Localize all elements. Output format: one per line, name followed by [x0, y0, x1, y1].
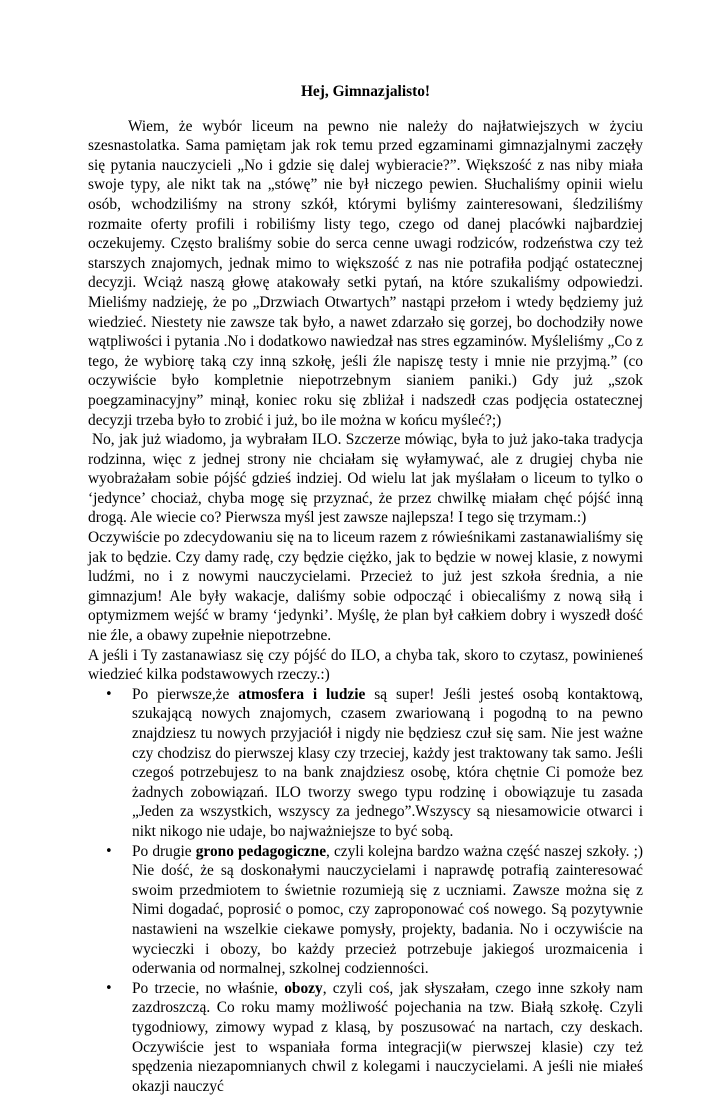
bullet-text-before: Po drugie — [132, 842, 196, 860]
bullet-text-before: Po pierwsze,że — [132, 685, 239, 703]
bullet-text-after: , czyli kolejna bardzo ważna część naszej szkoły. ;) Nie dość, że są doskonałymi nauczycielami i naprawdę potrafią zainteresować swoim przedmiotem to świetnie rozumieją się z uczniami. Zawsze można się z Nimi dogadać, poprosić o pomoc, czy zaproponować coś nowego. Są pozytywnie nastawieni na wszelkie ciekawe pomysły, projekty, badania. No i oczywiście na wycieczki i obozy, bo każdy przecież potrzebuje jakiegoś urozmaicenia i oderwania od normalnej, szkolnej codzienności. — [132, 842, 643, 978]
bullet-bold-text: grono pedagogiczne — [195, 842, 327, 860]
paragraph-question: A jeśli i Ty zastanawiasz się czy pójść do ILO, a chyba tak, skoro to czytasz, powinieneś wiedzieć kilka podstawowych rzeczy.:) — [88, 646, 643, 684]
bullet-item-atmosphere — [105, 685, 643, 842]
bullet-item-camps — [105, 979, 643, 1096]
bullet-icon: • — [105, 980, 113, 996]
document-page — [88, 82, 643, 1096]
bullet-bold-text: atmosfera i ludzie — [238, 685, 366, 703]
bullet-text-after: , czyli coś, jak słyszałam, czego inne szkoły nam zazdroszczą. Co roku mamy możliwość pojechania na tzw. Białą szkołę. Czyli tygodniowy, zimowy wypad z klasą, by poszusować na nartach, czy deskach. Oczywiście jest to wspaniała forma integracji(w pierwszej klasie) czy też spędzenia niezapomnianych chwil z kolegami i nauczycielami. A jeśli nie miałeś okazji nauczyć — [132, 979, 643, 1095]
document-title: Hej, Gimnazjalisto! — [300, 83, 431, 100]
paragraph-expectations: Oczywiście po zdecydowaniu się na to liceum razem z rówieśnikami zastanawialiśmy się jak to będzie. Czy damy radę, czy będzie ciężko, jak to będzie w nowej klasie, z nowymi ludźmi, no i z nowymi nauczycielami. Przecież to już jest szkoła średnia, a nie gimnazjum! Ale były wakacje, daliśmy sobie odpocząć i obiecaliśmy z nową siłą i optymizmem wejść w bramy ‘jedynki’. Myślę, że plan był całkiem dobry i wyszedł dość nie źle, a obawy zupełnie niepotrzebne. — [88, 529, 643, 645]
bullet-item-teachers — [105, 842, 643, 979]
bullet-text-after: są super! Jeśli jesteś osobą kontaktową, szukającą nowych znajomych, czasem zwariowaną i pogodną to na pewno znajdziesz tu nowych przyjaciół i nigdy nie będziesz czuł się sam. Nie jest ważne czy chodzisz do pierwszej klasy czy trzeciej, każdy jest traktowany tak samo. Jeśli czegoś potrzebujesz to na bank znajdziesz osobę, która chętnie Ci pomoże bez żadnych zobowiązań. ILO tworzy swego typu rodzinę i obowiązuje tu zasada „Jeden za wszystkich, wszyscy za jednego”.Wszyscy są niesamowicie otwarci i nikt nikogo nie udaje, bo najważniejsze to być sobą. — [132, 685, 643, 840]
bullet-text-before: Po trzecie, no właśnie, — [132, 979, 285, 997]
bullet-icon: • — [105, 686, 113, 702]
bullet-list — [88, 685, 643, 1096]
paragraph-intro: Wiem, że wybór liceum na pewno nie należy do najłatwiejszych w życiu szesnastolatka. Sama pamiętam jak rok temu przed egzaminami gimnazjalnymi zaczęły się pytania nauczycieli „No i gdzie się dalej wybieracie?”. Większość z nas niby miała swoje typy, ale nikt tak na „stówę” nie był niczego pewien. Słuchaliśmy opinii wielu osób, wchodziliśmy na strony szkół, którymi byliśmy zainteresowani, śledziliśmy rozmaite oferty profili i robiliśmy listy tego, czego od danej placówki najbardziej oczekujemy. Często braliśmy sobie do serca cenne uwagi rodziców, rodzeństwa czy też starszych znajomych, jednak mimo to większość z nas nie potrafiła podjąć ostatecznej decyzji. Wciąż naszą głowę atakowały setki pytań, na które szukaliśmy odpowiedzi. Mieliśmy nadzieję, że po „Drzwiach Otwartych” nastąpi przełom i wtedy będziemy już wiedzieć. Niestety nie zawsze tak było, a nawet zdarzało się gorzej, bo dochodziły nowe wątpliwości i pytania .No i dodatkowo nawiedzał nas stres egzaminów. Myśleliśmy „Co z tego, że wybiorę taką czy inną szkołę, jeśli źle napiszę testy i mnie nie przyjmą.” (co oczywiście było kompletnie niepotrzebnym sianiem paniki.) Gdy już „szok poegzaminacyjny” minął, koniec roku się zbliżał i nadszedł czas podjęcia ostatecznej decyzji trzeba było to zrobić i już, bo ile można w końcu myśleć?;) — [88, 117, 643, 429]
bullet-icon: • — [105, 843, 113, 859]
paragraph-choice: No, jak już wiadomo, ja wybrałam ILO. Szczerze mówiąc, była to już jako-taka tradycja rodzinna, więc z jednej strony nie chciałam się wyłamywać, ale z drugiej chyba nie wyobrażałam sobie pójść gdzieś indziej. Od wielu lat jak myślałam o liceum to tylko o ‘jedynce’ chociaż, chyba mogę się przyznać, że przez chwilkę miałam chęć pójść inną drogą. Ale wiecie co? Pierwsza myśl jest zawsze najlepsza! I tego się trzymam.:) — [88, 431, 643, 527]
bullet-bold-text: obozy — [284, 979, 323, 997]
